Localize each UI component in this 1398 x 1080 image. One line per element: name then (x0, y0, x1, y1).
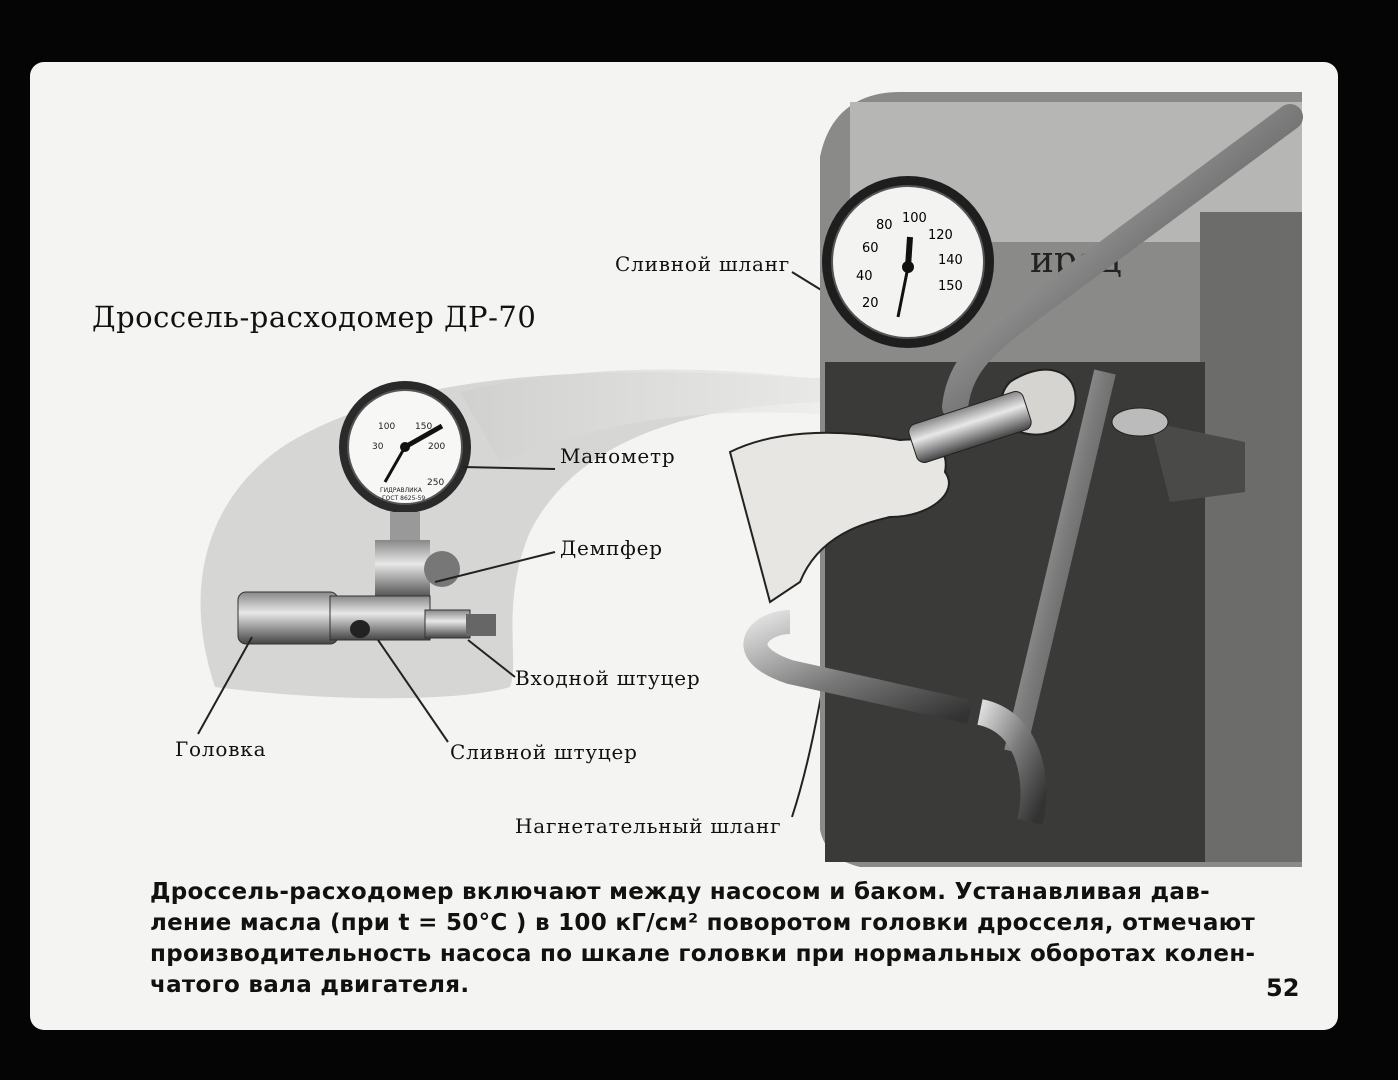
svg-text:80: 80 (876, 218, 893, 233)
caption-line-3: производительность насоса по шкале головки при нормальных оборотах колен- (150, 941, 1256, 967)
svg-text:20: 20 (862, 296, 879, 311)
svg-text:ГОСТ 8625-59: ГОСТ 8625-59 (382, 495, 426, 502)
label-damper: Демпфер (560, 536, 663, 560)
slide (30, 62, 1338, 1030)
svg-text:100: 100 (902, 211, 927, 226)
svg-text:150: 150 (415, 422, 433, 432)
label-pressure-hose: Нагнетательный шланг (515, 814, 782, 838)
slide-title: Дроссель-расходомер ДР-70 (92, 300, 537, 334)
caption (150, 877, 1300, 1001)
svg-text:140: 140 (938, 253, 963, 268)
svg-text:40: 40 (856, 269, 873, 284)
svg-text:100: 100 (378, 422, 396, 432)
svg-text:250: 250 (427, 478, 445, 488)
svg-text:ирец: ирец (1030, 240, 1122, 281)
caption-line-4: чатого вала двигателя. (150, 972, 470, 998)
svg-text:150: 150 (938, 279, 963, 294)
label-drain-fitting: Сливной штуцер (450, 740, 638, 764)
svg-text:120: 120 (928, 228, 953, 243)
svg-text:60: 60 (862, 241, 879, 256)
caption-line-1: Дроссель-расходомер включают между насосом и баком. Устанавливая дав- (150, 879, 1210, 905)
label-drain-hose: Сливной шланг (615, 252, 791, 276)
small-manometer (339, 381, 471, 513)
svg-text:200: 200 (428, 442, 446, 452)
label-head: Головка (175, 737, 267, 761)
label-inlet-fitting: Входной штуцер (515, 666, 701, 690)
page-number: 52 (1266, 974, 1300, 1002)
label-manometer: Манометр (560, 444, 676, 468)
svg-text:ГИДРАВЛИКА: ГИДРАВЛИКА (380, 487, 423, 494)
large-manometer (822, 176, 994, 348)
svg-text:30: 30 (372, 442, 384, 452)
caption-line-2: ление масла (при t = 50°C ) в 100 кГ/см² поворотом головки дросселя, отмечают (150, 910, 1256, 936)
